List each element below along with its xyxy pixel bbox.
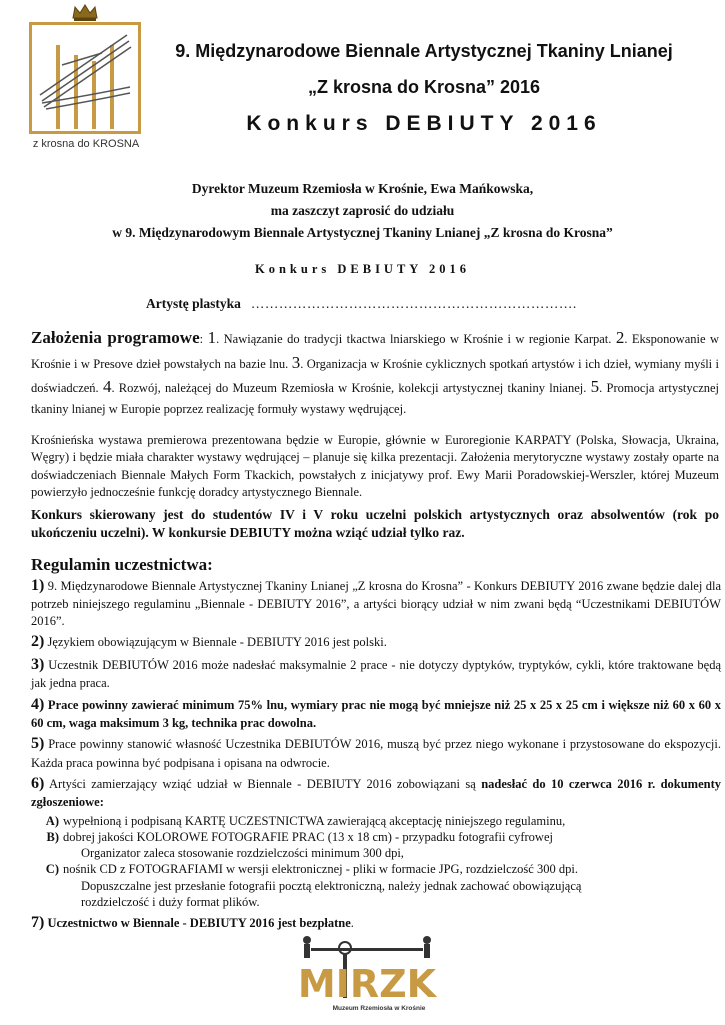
- document-item-c: [31, 861, 721, 910]
- rule-text: 9. Międzynarodowe Biennale Artystycznej Tkaniny Lnianej „Z krosna do Krosna” - Konkurs DEBIUTY 2016 zwane będzie dalej dla potrzeb niniejszego regulaminu „Biennale - DEBIUTY 2016”, a artyści biorący udział w nim zwani będą “Uczestnikami DEBIUTÓW 2016”.: [31, 579, 721, 628]
- invitation-line-3: w 9. Międzynarodowym Biennale Artystycznej Tkaniny Lnianej „Z krosna do Krosna”: [112, 225, 613, 240]
- artist-blank: …………………………………………………………….: [250, 296, 577, 311]
- assumption-text: . Rozwój, należącej do Muzeum Rzemiosła w Krośnie, kolekcji artystycznej tkaniny lnianej.: [111, 381, 587, 396]
- assumption-number: 5: [590, 377, 600, 397]
- crown-icon: [71, 2, 99, 22]
- document-item-a: [31, 813, 721, 829]
- required-documents: [31, 813, 721, 911]
- assumption-number: 2: [615, 328, 625, 347]
- assumptions-lead: Założenia programowe: [31, 328, 200, 347]
- contest-heading: Konkurs DEBIUTY 2016: [255, 262, 470, 276]
- rule-5: [31, 733, 721, 771]
- document-text: wypełnioną i podpisaną KARTĘ UCZESTNICTWA zawierającą akceptację niniejszego regulaminu,: [63, 813, 566, 828]
- document-text: [63, 861, 683, 910]
- assumption-text: . Promocja artystycznej tkaniny lnianej w Europie poprzez realizację formuły wystawy wędrującej.: [31, 381, 720, 416]
- assumption-number: 4: [102, 377, 112, 397]
- assumption-text: . Nawiązanie do tradycji tkactwa lniarskiego w Krośnie i w regionie Karpat.: [216, 332, 612, 346]
- rule-number: 6): [31, 775, 45, 793]
- rule-number: 4): [31, 695, 45, 713]
- document-line: Dopuszczalne jest przesłanie fotografii pocztą elektroniczną, należy jednak zachować obowiązującą: [81, 878, 582, 893]
- rule-text: Prace powinny stanowić własność Uczestnika DEBIUTÓW 2016, muszą być przez niego wykonane i przystosowane do ekspozycji. Każda praca powinna być podpisana i opisana na odwrocie.: [31, 737, 721, 770]
- program-assumptions: Założenia programowe: 1. Nawiązanie do tradycji tkactwa lniarskiego w Krośnie i w regionie Karpat. 2. Eksponowanie w Krośnie i w Presove dzieł powstałych na bazie lnu. 3. Organizacja w Krośnie cyklicznych spotkań artystów i ich dzieł, wymiany myśli i doświadczeń. 4. Rozwój, należącej do Muzeum Rzemiosła w Krośnie, kolekcji artystycznej tkaniny lnianej. 5. Promocja artystycznej tkaniny lnianej w Europie poprzez realizację formuły wystawy wędrującej.: [31, 328, 720, 416]
- rule-4: [31, 694, 721, 732]
- rule-2: [31, 631, 721, 652]
- document-letter: A): [45, 813, 59, 828]
- logo-frame: [29, 22, 141, 134]
- museum-logo-text: MIRZK: [297, 962, 437, 1006]
- rule-text: Artyści zamierzający wziąć udział w Biennale - DEBIUTY 2016 zobowiązani są: [44, 777, 482, 792]
- assumption-text: . Organizacja w Krośnie cyklicznych spotkań artystów i ich dzieł, wymiany myśli i doświadczeń.: [31, 356, 720, 396]
- exhibition-paragraph: Krośnieńska wystawa premierowa prezentowana będzie w Europie, głównie w Euroregionie KARPATY (Polska, Słowacja, Ukraina, Węgry) i będzie miała charakter wystawy wędrującej – planuje się kilka prezentacji. Założenia merytoryczne wystawy zostały oparte na doświadczeniach Biennale Małych Form Tkackich, powstałych z inicjatywy prof. Ewy Marii Poradowskiej-Werszler, której Muzeum powierzyło jednocześnie funkcję doradcy artystycznego Biennale.: [31, 433, 719, 499]
- document-letter: B): [46, 829, 59, 844]
- rule-number: 2): [31, 633, 45, 651]
- logo-caption: z krosna do KROSNA: [32, 138, 140, 150]
- assumption-number: 3: [291, 352, 301, 372]
- document-item-b: [31, 829, 721, 862]
- document-line: nośnik CD z FOTOGRAFIAMI w wersji elektronicznej - pliki w formacie JPG, rozdzielczość 300 dpi.: [63, 862, 578, 877]
- rule-text: Uczestnik DEBIUTÓW 2016 może nadesłać maksymalnie 2 prace - nie dotyczy dyptyków, tryptyków, cykli, które traktowane będą jak jedna praca.: [31, 658, 721, 691]
- rule-1: [31, 575, 721, 629]
- document-line: rozdzielczość i duży format plików.: [81, 894, 260, 909]
- museum-logo-caption: Muzeum Rzemiosła w Krośnie: [332, 1005, 426, 1012]
- rule-number: 3): [31, 656, 45, 674]
- document-line: dobrej jakości KOLOROWE FOTOGRAFIE PRAC (13 x 18 cm) - przypadku fotografii cyfrowej: [63, 829, 553, 844]
- rule-text: Językiem obowiązującym w Biennale - DEBIUTY 2016 jest polski.: [44, 635, 387, 650]
- rule-6: [31, 773, 721, 811]
- document-text: [63, 829, 683, 862]
- invitation-line-1: Dyrektor Muzeum Rzemiosła w Krośnie, Ewa Mańkowska,: [191, 181, 534, 196]
- rule-number: 5): [31, 735, 45, 753]
- rule-number: 1): [31, 577, 45, 594]
- assumption-number: 1: [207, 328, 217, 347]
- biennale-subtitle: „Z krosna do Krosna” 2016: [307, 77, 541, 97]
- eligibility-paragraph: Konkurs skierowany jest do studentów IV i V roku uczelni polskich artystycznych oraz absolwentów (rok po ukończeniu uczelni). W konkursie DEBIUTY można wziąć udział tylko raz.: [31, 507, 719, 540]
- biennale-logo: [27, 2, 145, 154]
- regulations-title: Regulamin uczestnictwa:: [31, 555, 213, 574]
- biennale-title: 9. Międzynarodowe Biennale Artystycznej Tkaniny Lnianej: [175, 41, 673, 61]
- assumption-text: . Eksponowanie w Krośnie i w Presove dzieł powstałych na bazie lnu.: [31, 332, 719, 371]
- museum-logo: [297, 930, 437, 1020]
- rule-3: [31, 654, 721, 692]
- document-line: Organizator zaleca stosowanie rozdzielczości minimum 300 dpi,: [81, 846, 404, 861]
- rule-text: Uczestnictwo w Biennale - DEBIUTY 2016 jest bezpłatne: [44, 916, 351, 931]
- artist-label: Artystę plastyka: [146, 296, 241, 311]
- rule-period: .: [350, 916, 354, 931]
- rule-number: 7): [31, 914, 45, 932]
- regulations-list: [31, 575, 721, 935]
- rule-deadline: nadesłać do 10 czerwca 2016 r. dokumenty zgłoszeniowe:: [31, 777, 722, 810]
- museum-logo-graphic: [297, 930, 437, 1020]
- invitation-line-2: ma zaszczyt zaprosić do udziału: [270, 203, 455, 218]
- contest-title: Konkurs DEBIUTY 2016: [246, 112, 602, 135]
- artist-field: [146, 296, 577, 312]
- rule-text: Prace powinny zawierać minimum 75% lnu, wymiary prac nie mogą być mniejsze niż 25 x 25 x 25 cm i większe niż 60 x 60 x 60 cm, waga maksimum 3 kg, technika prac dowolna.: [31, 697, 721, 730]
- loom-mark-icon: [32, 25, 138, 131]
- document-letter: C): [45, 862, 59, 877]
